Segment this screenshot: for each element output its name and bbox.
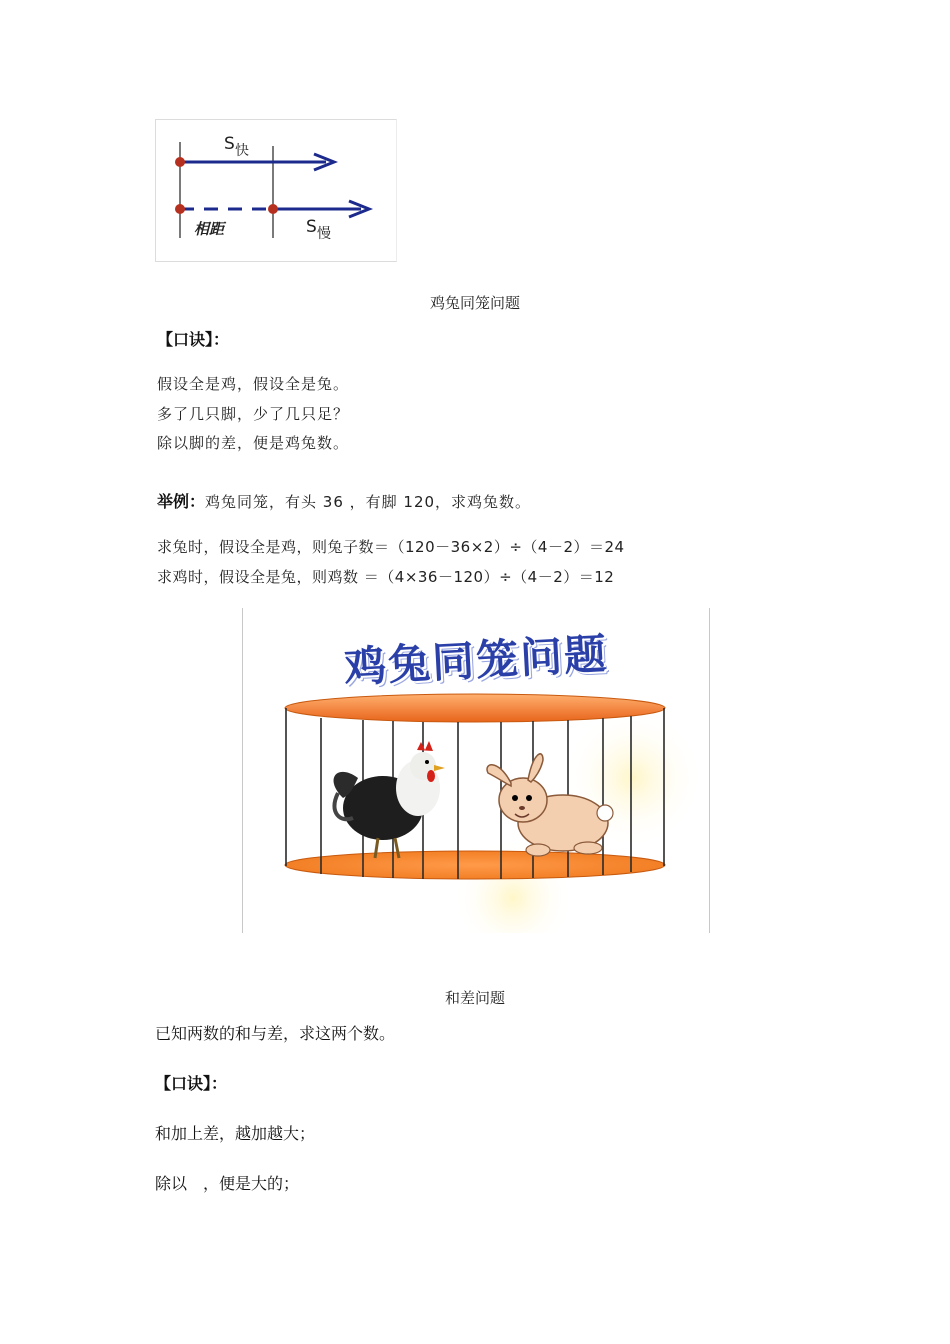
sum-difference-rhyme-label: 【口诀】：: [155, 1074, 228, 1093]
rooster-icon: [334, 741, 445, 858]
cage-top-rim: [285, 694, 665, 722]
solution-line-1: 求兔时，假设全是鸡，则兔子数＝（120－36×2）÷（4－2）＝24: [157, 538, 625, 556]
motion-diagram: [155, 119, 397, 262]
rhyme-label: 【口诀】：: [157, 330, 230, 349]
chicken-rabbit-cage-illustration: [242, 608, 710, 933]
slow-label-s: S: [306, 217, 317, 237]
solution-line-2: 求鸡时，假设全是兔，则鸡数 ＝（4×36－120）÷（4－2）＝12: [157, 568, 615, 586]
sum-difference-line-2: 除以 ，便是大的；: [155, 1174, 300, 1193]
cage-image-title: 鸡兔同笼问题: [343, 629, 610, 692]
distance-start-dot: [175, 204, 185, 214]
distance-label: 相距: [194, 220, 225, 238]
rhyme-line-1: 假设全是鸡，假设全是兔。: [157, 375, 350, 393]
sum-difference-line-1: 和加上差，越加越大；: [155, 1124, 316, 1143]
rhyme-line-2: 多了几只脚，少了几只足？: [157, 405, 350, 423]
slow-label-sub: 慢: [317, 226, 331, 242]
fast-label-sub: 快: [235, 143, 249, 159]
fast-start-dot: [175, 157, 185, 167]
motion-diagram-svg: [156, 120, 396, 261]
example-line: [157, 489, 531, 512]
rhyme-line-3: 除以脚的差，便是鸡兔数。: [157, 434, 350, 452]
sum-difference-intro: 已知两数的和与差，求这两个数。: [155, 1024, 396, 1043]
cage-floor: [285, 851, 665, 879]
slow-start-dot: [268, 204, 278, 214]
example-text: 鸡兔同笼，有头 36 ，有脚 120，求鸡兔数。: [205, 493, 532, 511]
section-title-sum-difference: 和差问题: [444, 989, 505, 1007]
example-label: 举例：: [157, 492, 206, 511]
section-title-chicken-rabbit: 鸡兔同笼问题: [429, 294, 520, 312]
fast-label-s: S: [224, 134, 235, 154]
